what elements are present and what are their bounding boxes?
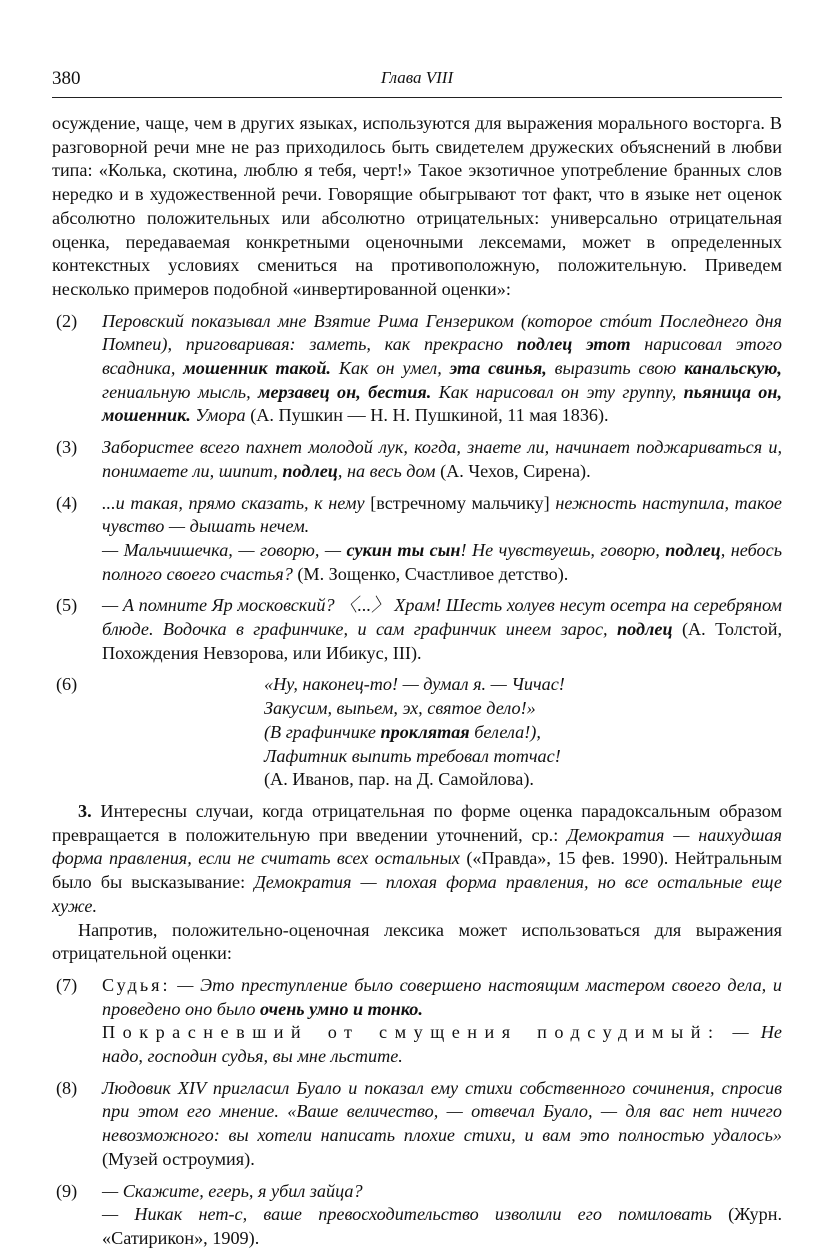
example	[52, 974, 782, 1069]
text-run: мошенник такой.	[183, 358, 331, 379]
text-run: Как он умел,	[330, 358, 450, 379]
example-line	[102, 594, 782, 665]
text-run: — Скажите, егерь, я убил зайца?	[102, 1180, 363, 1201]
example-line	[102, 436, 782, 483]
text-run: (В графинчике	[264, 721, 381, 742]
example-number: (3)	[56, 437, 78, 458]
example-text	[102, 974, 782, 1069]
text-run: подлец	[617, 619, 673, 640]
text-run: мерзавец он, бестия.	[258, 381, 432, 402]
intro-paragraphs	[52, 112, 782, 302]
poem-line	[264, 768, 782, 792]
text-run: Как нарисовал он эту группу,	[431, 381, 684, 402]
text-run: (А. Чехов, Сирена).	[435, 460, 591, 481]
text-run: Забористее всего пахнет молодой лук, когда, знаете ли, начинает поджариваться и, понимаете ли, шипит,	[102, 437, 782, 481]
text-run: Людовик XIV пригласил Буало и показал ему стихи собственного сочинения, спросив при этом его мнение. «Ваше величество, — отвечал Буало, — для вас нет ничего невозможного: вы хотели написать плохие стихи, и вам это полностью удалось»	[102, 1077, 782, 1146]
text-run: нежность наступила, такое чувство — дышать нечем.	[102, 492, 783, 537]
example	[52, 436, 782, 483]
example	[52, 1180, 782, 1251]
poem-line	[264, 721, 782, 745]
example-text	[102, 1180, 782, 1251]
example-text	[102, 1077, 782, 1172]
example-text	[102, 492, 782, 587]
example-line	[102, 1203, 782, 1250]
example-text	[102, 594, 782, 665]
header-rule	[52, 97, 782, 98]
examples-group-2	[52, 974, 782, 1251]
text-run: нарисовал этого всадника,	[102, 334, 783, 379]
page-body	[52, 112, 782, 1251]
text-run: (Музей остроумия).	[102, 1148, 255, 1169]
text-run: Демократия — плохая форма правления, но все остальные еще хуже.	[52, 872, 782, 916]
section-3-paragraphs	[52, 800, 782, 966]
paragraph	[52, 112, 782, 302]
example	[52, 594, 782, 665]
example-number: (7)	[56, 974, 78, 995]
text-run: Умора	[190, 405, 246, 426]
text-run: (М. Зощенко, Счастливое детство).	[292, 563, 569, 584]
text-run: — Мальчишечка, — говорю, —	[102, 539, 347, 560]
text-run: , на весь дом	[337, 460, 436, 481]
text-run: ...и такая, прямо сказать, к нему	[102, 492, 371, 513]
example	[52, 310, 782, 429]
example-number: (2)	[56, 310, 78, 331]
page-number: 380	[52, 68, 81, 89]
text-run: белела!),	[469, 721, 541, 742]
example-line	[102, 310, 782, 429]
example-line	[102, 492, 782, 539]
text-run: — Это преступление было совершено настоящим мастером своего дела, и проведено оно было	[102, 974, 782, 1019]
text-run: Напротив, положительно-оценочная лексика может использоваться для выражения отрицательной оценки:	[52, 919, 782, 964]
paragraph	[52, 919, 782, 966]
text-run: «Ну, наконец-то! — думал я. — Чичас!	[264, 674, 565, 695]
text-run: проклятая	[380, 721, 470, 742]
example-6-poem	[52, 673, 782, 792]
text-run: , небось полного своего счастья?	[102, 539, 782, 584]
example-number: (6)	[56, 674, 78, 695]
example-number: (4)	[56, 492, 78, 513]
running-header	[52, 64, 782, 94]
example-number: (9)	[56, 1180, 78, 1201]
poem-line	[264, 745, 782, 769]
text-run: Лафитник выпить требовал тотчас!	[264, 745, 561, 766]
text-run: 3.	[78, 800, 92, 821]
text-run: сукин ты сын	[346, 539, 461, 560]
poem	[102, 673, 782, 792]
example-line	[102, 1180, 782, 1204]
text-run: Демократия — наихудшая форма правления, если не считать всех остальных	[52, 824, 782, 869]
text-run: (Журн. «Сатирикон», 1909).	[102, 1204, 782, 1248]
example-text	[102, 310, 782, 429]
text-run: подлец этот	[516, 334, 631, 355]
text-run: (А. Пушкин — Н. Н. Пушкиной, 11 мая 1836).	[245, 405, 609, 426]
text-run: выразить свою	[546, 358, 685, 379]
examples-group-1	[52, 310, 782, 666]
text-run: — Никак нет-с, ваше превосходительство изволили его помиловать	[102, 1204, 712, 1225]
text-run: Покрасневший от смущения подсудимый:	[102, 1022, 721, 1043]
example-line	[102, 1021, 782, 1068]
text-run: Закусим, выпьем, эх, святое дело!»	[264, 698, 536, 719]
paragraph	[52, 800, 782, 919]
example-line	[102, 974, 782, 1021]
text-run: — А помните Яр московский? 〈...〉 Храм! Шесть холуев несут осетра на серебряном блюде. Водочка в графинчике, и сам графинчик инеем зарос,	[102, 595, 782, 640]
poem-line	[264, 697, 782, 721]
text-run: («Правда», 15 фев. 1990). Нейтральным было бы высказывание:	[52, 848, 782, 893]
example	[52, 492, 782, 587]
text-run: эта свинья,	[449, 358, 547, 379]
example-line	[102, 1077, 782, 1172]
text-run: (А. Иванов, пар. на Д. Самойлова).	[264, 769, 534, 790]
text-run: канальскую,	[684, 358, 782, 379]
text-run: [встречному мальчику]	[370, 492, 556, 513]
text-run: Перовский показывал мне Взятие Рима Гензериком (которое стóит Последнего дня Помпеи), приговаривая: заметь, как прекрасно	[102, 310, 782, 355]
text-run: Интересны случаи, когда отрицательная по форме оценка парадоксальным образом превращается в положительную при введении уточнений, ср.:	[52, 800, 782, 845]
text-run: ! Не чувствуешь, говорю,	[460, 539, 666, 560]
text-run: подлец	[665, 539, 721, 560]
example-text	[102, 436, 782, 483]
text-run: пьяница он, мошенник.	[102, 381, 782, 426]
example-line	[102, 539, 782, 586]
text-run: Судья:	[102, 974, 171, 995]
text-run: — Не надо, господин судья, вы мне льстите.	[102, 1022, 782, 1067]
chapter-title: Глава VIII	[380, 68, 454, 87]
text-run: гениальную мысль,	[102, 381, 259, 402]
text-run: подлец	[282, 460, 338, 481]
example-number: (5)	[56, 595, 78, 616]
text-run: осуждение, чаще, чем в других языках, используются для выражения морального восторга. В разговорной речи мне не раз приходилось быть свидетелем дружеских объяснений в любви типа: «Колька, скотина, люблю я тебя, черт!» Такое экзотичное употребление бранных слов нередко и в художественной речи. Говорящие обыгрывают тот факт, что в языке нет оценок абсолютно положительных или абсолютно отрицательных: универсально отрицательная оценка, передаваемая конкретными оценочными лексемами, может в определенных контекстных условиях смениться на противоположную, положительную. Приведем несколько примеров подобной «инвертированной оценки»:	[52, 113, 782, 299]
example-number: (8)	[56, 1077, 78, 1098]
example	[52, 1077, 782, 1172]
poem-line	[264, 673, 782, 697]
text-run: очень умно и тонко.	[259, 998, 423, 1019]
text-run: (А. Толстой, Похождения Невзорова, или Ибикус, III).	[102, 619, 782, 663]
